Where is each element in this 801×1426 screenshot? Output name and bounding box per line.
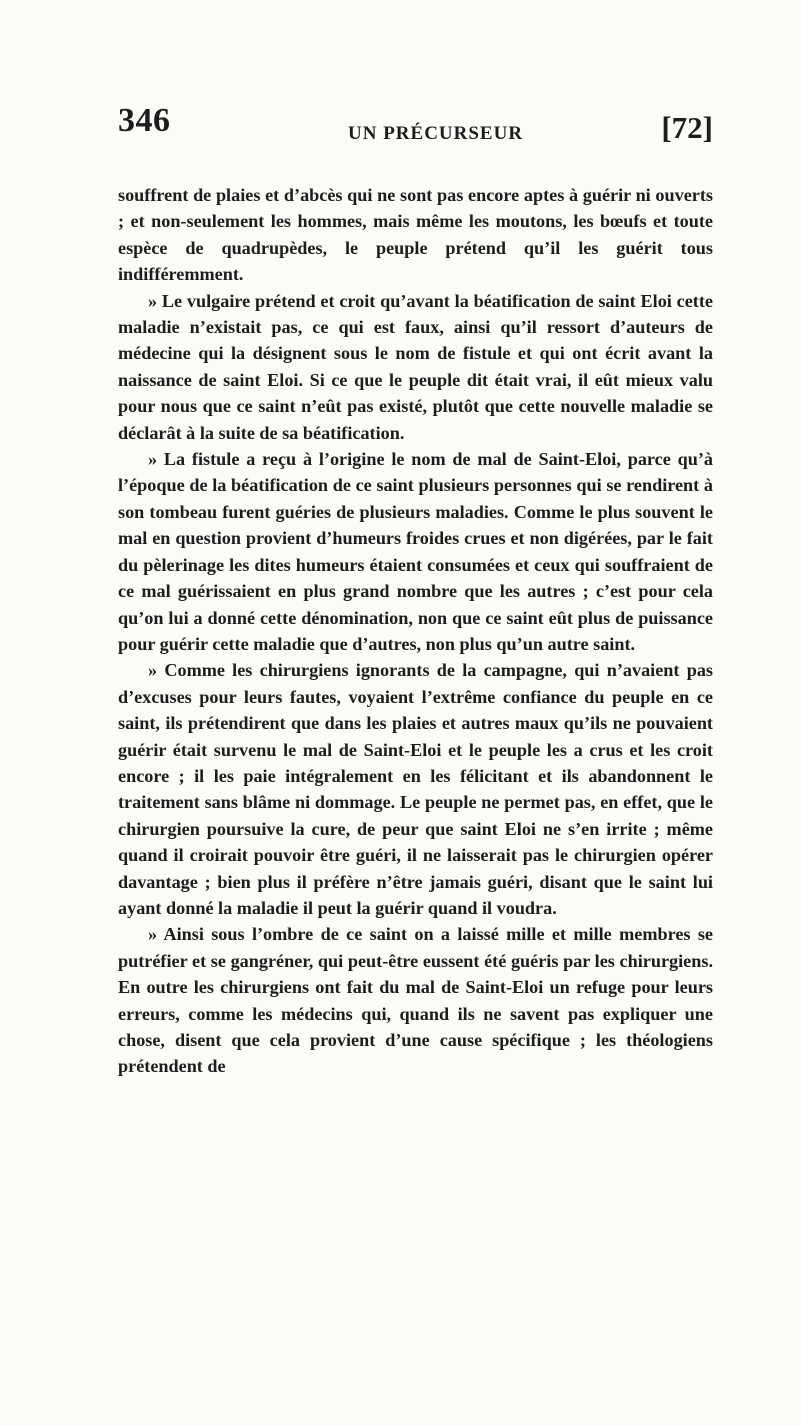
paragraph-2: » Le vulgaire prétend et croit qu’avant la béatification de saint Eloi cette maladie n’existait pas, ce qui est faux, ainsi qu’il ressort d’auteurs de médecine qui la désignent sous le nom de fistule et qui ont écrit avant la naissance de saint Eloi. Si ce que le peuple dit était vrai, il eût mieux valu pour nous que ce saint n’eût pas existé, plutôt que cette nouvelle maladie se déclarât à la suite de sa béatification. <box>118 290 713 443</box>
chapter-reference: [72] <box>661 110 713 145</box>
paragraph-1: souffrent de plaies et d’abcès qui ne sont pas encore aptes à guérir ni ouverts ; et non-seulement les hommes, mais même les moutons, les bœufs et toute espèce de quadrupèdes, le peuple prétend qu’il les guérit tous indifféremment. <box>118 185 713 285</box>
paragraph-3: » La fistule a reçu à l’origine le nom de mal de Saint-Eloi, parce qu’à l’époque de la béatification de ce saint plusieurs personnes qui se rendirent à son tombeau furent guéries de plusieurs maladies. Comme le plus souvent le mal en question provient d’humeurs froides crues et non digérées, par le fait du pèlerinage les dites humeurs étaient consumées et ceux qui souffraient de ce mal guérissaient en plus grand nombre que les autres ; c’est pour cela qu’on lui a donné cette dénomination, non que ce saint eût plus de puissance pour guérir cette maladie que d’autres, non plus qu’un autre saint. <box>118 449 713 654</box>
paragraph-4: » Comme les chirurgiens ignorants de la campagne, qui n’avaient pas d’excuses pour leurs fautes, voyaient l’extrême confiance du peuple en ce saint, ils prétendirent que dans les plaies et autres maux qu’ils ne pouvaient guérir était survenu le mal de Saint-Eloi et le peuple les a crus et les croit encore ; il les paie intégralement en les félicitant et ils abandonnent le traitement sans blâme ni dommage. Le peuple ne permet pas, en effet, que le chirurgien poursuive la cure, de peur que saint Eloi ne s’en irrite ; même quand il croirait pouvoir être guéri, il ne laisserait pas le chirurgien opérer davantage ; bien plus il préfère n’être jamais guéri, disant que le saint lui ayant donné la maladie il peut la guérir quand il voudra. <box>118 660 713 918</box>
page-number: 346 <box>118 102 171 139</box>
paragraph-5: » Ainsi sous l’ombre de ce saint on a laissé mille et mille membres se putréfier et se gangréner, qui peut-être eussent été guéris par les chirurgiens. En outre les chirurgiens ont fait du mal de Saint-Eloi un refuge pour leurs erreurs, comme les médecins qui, quand ils ne savent pas expliquer une chose, disent que cela provient d’une cause spécifique ; les théologiens prétendent de <box>118 924 713 1077</box>
running-title: UN PRÉCURSEUR <box>348 123 524 144</box>
body-text <box>118 182 713 1080</box>
page-header <box>118 88 713 144</box>
